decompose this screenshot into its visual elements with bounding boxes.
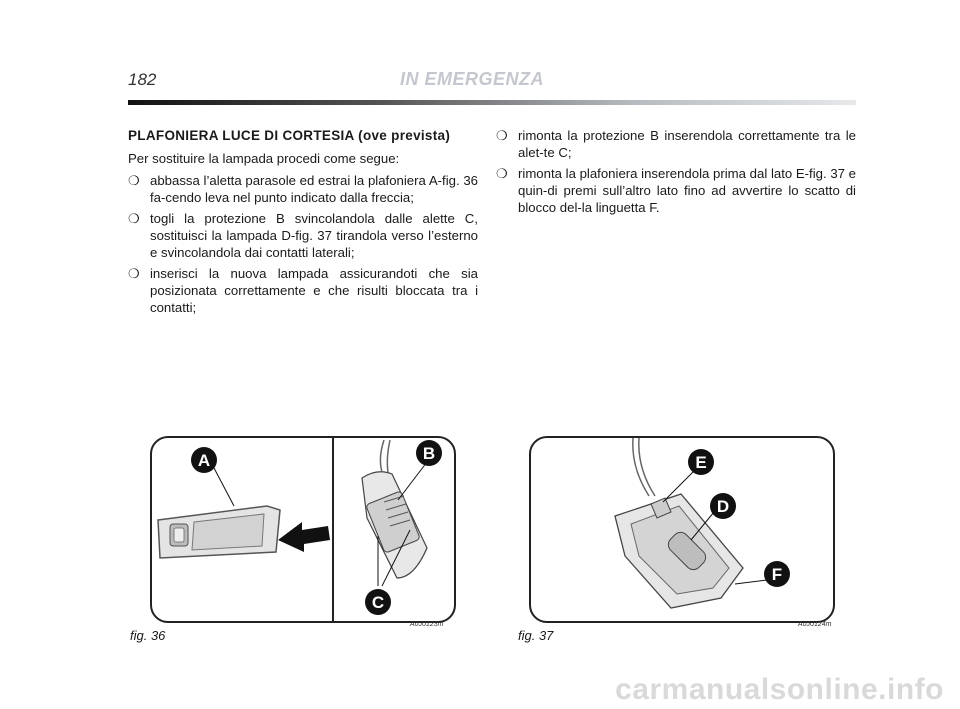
figure-37-code: A0J0124m xyxy=(798,621,832,628)
figure-36-code: A0J0123m xyxy=(410,621,444,628)
page-number: 182 xyxy=(128,70,157,89)
bullet-icon: ❍ xyxy=(496,128,508,143)
step-text: inserisci la nuova lampada assicurandoti che sia posizionata correttamente e che risulti bloccata tra i contatti; xyxy=(150,266,478,315)
watermark: carmanualsonline.info xyxy=(615,673,944,706)
right-column xyxy=(496,127,856,220)
step-text: abbassa l’aletta parasole ed estrai la plafoniera A-fig. 36 fa-cendo leva nel punto indicato dalla freccia; xyxy=(150,173,478,205)
callout-b-label: B xyxy=(422,444,436,463)
list-item xyxy=(496,165,856,216)
callout-a-label: A xyxy=(197,451,211,470)
step-text: rimonta la protezione B inserendola correttamente tra le alet-te C; xyxy=(518,128,856,160)
bullet-icon: ❍ xyxy=(128,266,140,281)
bullet-icon: ❍ xyxy=(128,211,140,226)
bullet-icon: ❍ xyxy=(128,173,140,188)
callout-c-label: C xyxy=(371,593,385,612)
callout-b-icon xyxy=(416,440,442,466)
figure-36-caption: fig. 36 xyxy=(130,628,166,643)
bullet-icon: ❍ xyxy=(496,166,508,181)
list-item xyxy=(128,265,478,316)
callout-d-icon xyxy=(710,493,736,519)
steps-list-right xyxy=(496,127,856,216)
procedure-heading: PLAFONIERA LUCE DI CORTESIA (ove prevista) xyxy=(128,128,451,143)
callout-f-icon xyxy=(764,561,790,587)
callout-a-icon xyxy=(191,447,217,473)
header-rule xyxy=(128,100,856,105)
list-item xyxy=(496,127,856,161)
list-item xyxy=(128,172,478,206)
callout-e-icon xyxy=(688,449,714,475)
step-text: togli la protezione B svincolandola dalle alette C, sostituisci la lampada D-fig. 37 tirandola verso l’esterno e svincolandola dai contatti laterali; xyxy=(150,211,478,260)
figure-37-illustration xyxy=(529,436,835,623)
callout-f-label: F xyxy=(771,565,783,584)
figure-36-illustration xyxy=(150,436,456,623)
figure-37-caption: fig. 37 xyxy=(518,628,554,643)
section-title: IN EMERGENZA xyxy=(400,69,545,89)
callout-c-icon xyxy=(365,589,391,615)
left-column xyxy=(128,127,478,320)
steps-list-left xyxy=(128,172,478,316)
step-text: rimonta la plafoniera inserendola prima dal lato E-fig. 37 e quin-di premi sull’altro lato fino ad avvertire lo scatto di blocco del-la linguetta F. xyxy=(518,166,856,215)
list-item xyxy=(128,210,478,261)
callout-d-label: D xyxy=(716,497,730,516)
procedure-intro: Per sostituire la lampada procedi come segue: xyxy=(128,151,400,166)
callout-e-label: E xyxy=(695,453,707,472)
